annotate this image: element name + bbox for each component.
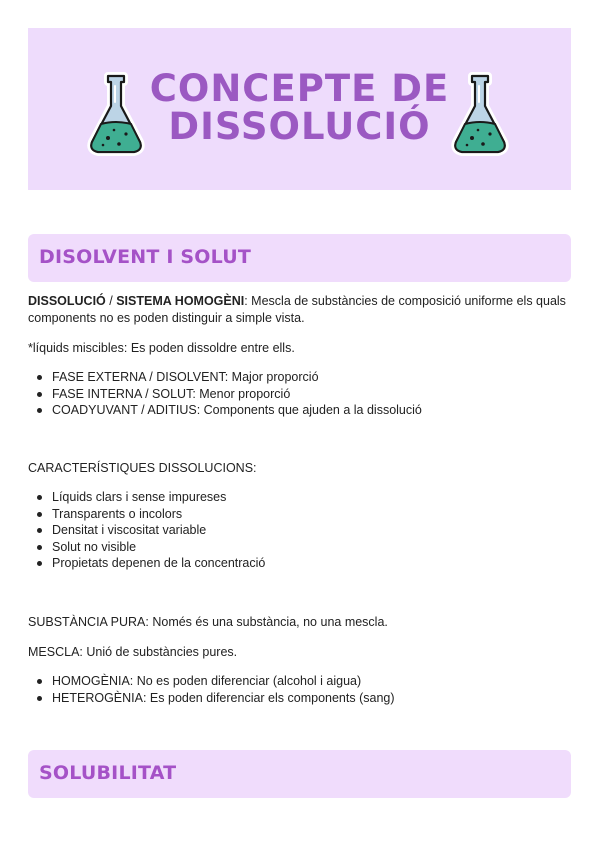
characteristics-list (28, 489, 265, 572)
section-heading-bar (28, 234, 571, 282)
list-item: HOMOGÈNIA: No es poden diferenciar (alcohol i aigua) (28, 673, 395, 690)
section-heading-bar (28, 750, 571, 798)
list-item: COADYUVANT / ADITIUS: Components que ajuden a la dissolució (28, 402, 422, 419)
definition-paragraph (28, 293, 573, 327)
definition-separator: / (105, 294, 117, 308)
title-banner (28, 28, 571, 190)
definition-text: : Mescla de substàncies de composició uniforme els quals components no es poden distinguir a simple vista. (28, 294, 566, 325)
phases-list (28, 369, 422, 419)
mixture-types-list (28, 673, 395, 706)
mixture-text: MESCLA: Unió de substàncies pures. (28, 645, 238, 659)
list-item: FASE INTERNA / SOLUT: Menor proporció (28, 386, 422, 403)
list-item: Líquids clars i sense impureses (28, 489, 265, 506)
page-title-line2: DISSOLUCIÓ (168, 105, 431, 148)
section-heading: SOLUBILITAT (39, 762, 177, 784)
list-item: Densitat i viscositat variable (28, 522, 265, 539)
list-item: HETEROGÈNIA: Es poden diferenciar els components (sang) (28, 690, 395, 707)
list-item: Propietats depenen de la concentració (28, 555, 265, 572)
flask-icon (450, 72, 510, 156)
section-heading: DISOLVENT I SOLUT (39, 246, 252, 268)
pure-substance-text: SUBSTÀNCIA PURA: Només és una substància, no una mescla. (28, 615, 388, 629)
page-title-line1: CONCEPTE DE (149, 67, 450, 110)
definition-term: DISSOLUCIÓ (28, 294, 106, 308)
list-item: FASE EXTERNA / DISOLVENT: Major proporció (28, 369, 422, 386)
note-text: *líquids miscibles: Es poden dissoldre entre ells. (28, 341, 295, 355)
characteristics-title: CARACTERÍSTIQUES DISSOLUCIONS: (28, 461, 257, 475)
list-item: Transparents o incolors (28, 506, 265, 523)
definition-term: SISTEMA HOMOGÈNI (116, 294, 245, 308)
list-item: Solut no visible (28, 539, 265, 556)
